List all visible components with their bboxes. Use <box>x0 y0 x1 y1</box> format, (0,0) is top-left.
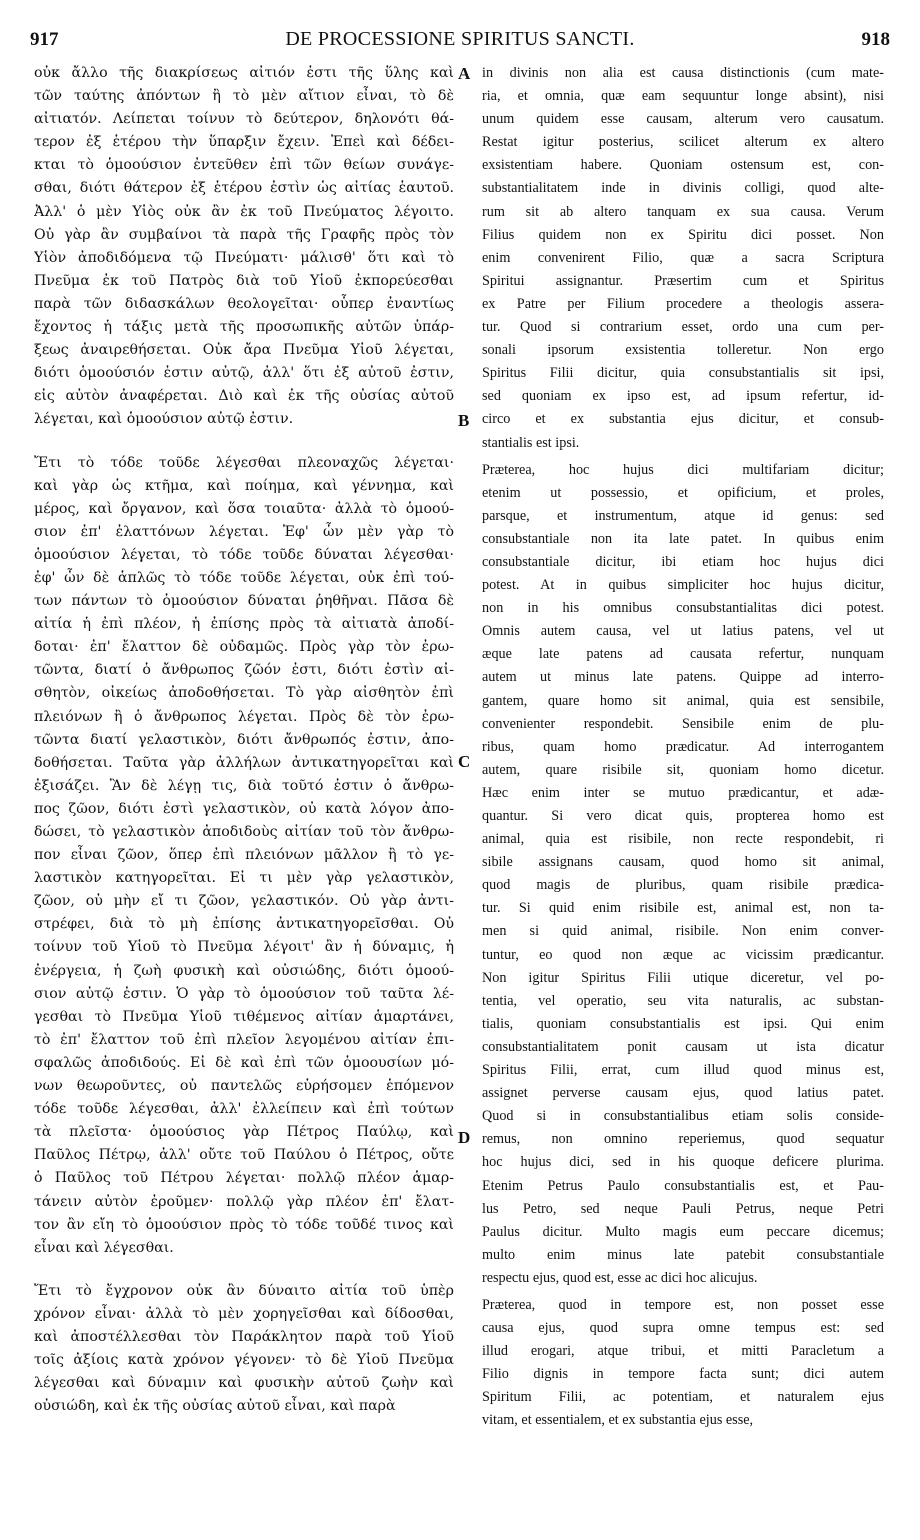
greek-column <box>34 62 454 1418</box>
page-number-left: 917 <box>30 29 59 50</box>
text-line: convenienter respondebit. Sensibile enim de plu- <box>482 715 884 732</box>
text-line: Οὐ γὰρ ἂν συμβαίνοι τὰ παρὰ τῆς Γραφῆς πρὸς τὸν <box>34 226 454 243</box>
text-line: etenim ut possessio, et opificium, et proles, <box>482 484 884 501</box>
text-line: sibile assignans causam, quod homo sit animal, <box>482 854 884 871</box>
text-line: æque late patens ad causata refertur, nunquam <box>482 646 884 663</box>
text-line: sonali ipsorum exsistentia tolleretur. Non ergo <box>482 342 884 359</box>
text-line: τον ἂν εἴη τὸ ὁμοούσιον πρὸς τὸ τόδε τοῦδέ τινος καὶ <box>34 1216 454 1233</box>
text-line: respectu ejus, quod est, esse ac dici hoc alicujus. <box>482 1269 758 1286</box>
text-line: autem, quare risibile sit, quoniam homo dicetur. <box>482 761 884 778</box>
text-line: autem ut minus late patens. Quippe ad interro- <box>482 669 884 686</box>
text-line: κται τὸ ὁμοούσιον ἐντεῦθεν ἐπὶ τῶν θείων συνάγε- <box>34 157 454 174</box>
text-line: ζῶον, οὐ μὴν εἴ τι ζῶον, γελαστικόν. Οὐ γὰρ ἀντι- <box>34 893 454 910</box>
text-line: γεσθαι τὸ Πνεῦμα Υἱοῦ τιθέμενος αἰτίαν ἁμαρτάνει, <box>34 1008 454 1025</box>
text-line: Ἔτι τὸ τόδε τοῦδε λέγεσθαι πλεοναχῶς λέγεται· <box>34 454 454 471</box>
text-line: Quod si in consubstantialibus etiam solis conside- <box>482 1108 884 1125</box>
text-line: τῶντα, διατί ὁ ἄνθρωπος ζῶόν ἐστι, διότι ἐστὶν αἰ- <box>34 662 454 679</box>
text-line: Υἱὸν ἀποδιδόμενα τῷ Πνεύματι· μάλισθ' ὅτι καὶ τὸ <box>34 249 454 266</box>
text-line: multo enim minus late patebit consubstantiale <box>482 1246 884 1263</box>
text-line: μέρος, καὶ ὄργανον, καὶ ὅσα τοιαῦτα· ἀλλὰ τὸ ὁμοού- <box>34 500 454 517</box>
text-line: animal, quia est risibile, non recte respondebit, ri <box>482 831 884 848</box>
paragraph <box>34 62 454 432</box>
text-line: τόδε τοῦδε λέγεσθαι, ἀλλ' ἐλλείπειν καὶ ἐπὶ τούτων <box>34 1101 454 1118</box>
page-number-right: 918 <box>861 29 890 50</box>
text-line: hoc hujus dici, sed in his quoque deficere plurima. <box>482 1154 884 1171</box>
text-line: parsque, et instrumentum, atque id genus: sed <box>482 507 884 524</box>
paragraph-gap <box>34 432 454 452</box>
section-marker-d: D <box>458 1128 471 1147</box>
text-line: δοται· ἐπ' ἔλαττον δὲ οὐδαμῶς. Πρὸς γὰρ τὸν ἐρω- <box>34 639 454 656</box>
text-line: τὸ ἐπ' ἔλαττον τοῦ ἐπὶ πλεῖον λεγομένου αἰτίαν ἐπι- <box>34 1031 454 1048</box>
text-line: εἶναι καὶ λέγεσθαι. <box>34 1239 174 1256</box>
text-line: πον εἶναι ζῶον, ὅπερ ἐπὶ πλειόνων μᾶλλον ἢ τὸ γε- <box>34 847 454 864</box>
text-line: tuntur, eo quod non æque ac vicissim prædicantur. <box>482 946 884 963</box>
text-line: stantialis est ipsi. <box>482 434 580 451</box>
text-line: Præterea, quod in tempore est, non posset esse <box>482 1296 884 1313</box>
text-line: Hæc enim inter se mutuo prædicantur, et adæ- <box>482 784 884 801</box>
text-line: circo et ex substantia ejus dicitur, et consub- <box>482 411 884 428</box>
text-line: λέγεται, καὶ ὁμοούσιον αὐτῷ ἐστιν. <box>34 411 294 428</box>
section-marker-b: B <box>458 411 470 430</box>
section-marker-a: A <box>458 64 471 83</box>
text-line: unum quidem esse causam, alterum vero causatum. <box>482 111 884 128</box>
text-line: σθητὸν, οἰκείως ἀποδοθήσεται. Τὸ γὰρ αἰσθητὸν ἐπὶ <box>34 685 454 702</box>
text-line: καὶ γὰρ ὡς κτῆμα, καὶ ποίημα, καὶ γέννημα, καὶ <box>34 477 454 494</box>
text-line: Spiritus Filii, errat, cum illud quod minus est, <box>482 1062 884 1079</box>
text-line: τοῖς ἀξίοις κατὰ χρόνον γέγονεν· τὸ δὲ Υἱοῦ Πνεῦμα <box>34 1352 454 1369</box>
text-line: tur. Quod si contrarium esset, ordo una cum per- <box>482 319 884 336</box>
text-line: ria, et omnia, quæ eam sequuntur longe absint), nisi <box>482 88 884 105</box>
text-line: in divinis non alia est causa distinctionis (cum mate- <box>482 65 884 81</box>
text-line: Non igitur Spiritus Filii utique diceretur, vel po- <box>482 969 884 986</box>
text-line: οὐσιώδη, καὶ ἐκ τῆς οὐσίας αὐτοῦ εἶναι, καὶ παρὰ <box>34 1398 396 1415</box>
text-line: σιον αὐτῷ ἐστιν. Ὁ γὰρ τὸ ὁμοούσιον τοῦ ταῦτα λέ- <box>34 985 454 1002</box>
text-line: λέγεσθαι καὶ δύναμιν καὶ φυσικὴν αὐτοῦ ζωὴν καὶ <box>34 1375 454 1392</box>
text-line: Restat igitur posterius, scilicet alterum ex altero <box>482 134 884 151</box>
text-line: Filio dignis in tempore facta sunt; dici autem <box>482 1366 884 1383</box>
text-line: Spiritus Filii dicitur, quia consubstantialis sit ipsi, <box>482 365 884 382</box>
text-line: διότι ὁμοούσιόν ἐστιν αὐτῷ, ἀλλ' ὅτι ἐξ αὐτοῦ ἐστιν, <box>34 365 454 382</box>
text-line: men si quid animal, risibile. Non enim conver- <box>482 923 884 940</box>
text-line: ἐξισάζει. Ἂν δὲ λέγῃ τις, διὰ τοῦτό ἐστιν ὁ ἄνθρω- <box>34 777 454 794</box>
text-line: ex Patre per Filium procedere a theologis assera- <box>482 295 884 312</box>
text-line: Πνεῦμα ἐκ τοῦ Πατρὸς διὰ τοῦ Υἱοῦ ἐκπορεύεσθαι <box>34 272 454 289</box>
text-line: non in his omnibus consubstantialitas dici potest. <box>482 600 884 617</box>
text-line: σθαι, διότι θάτερον ἐξ ἑτέρου ἐστὶν ὡς αἰτίας ἑαυτοῦ. <box>34 180 454 197</box>
text-line: enim convenirent Filio, quæ a sacra Scriptura <box>482 249 884 266</box>
text-line: Ἀλλ' ὁ μὲν Υἱὸς οὐκ ἂν ἐκ τοῦ Πνεύματος λέγοιτο. <box>34 203 454 220</box>
text-line: ἐφ' ὧν δὲ ἁπλῶς τὸ τόδε τοῦδε λέγεται, οὐκ ἐπὶ τού- <box>34 569 454 586</box>
text-line: quantur. Si vero dicat quis, propterea homo est <box>482 808 884 824</box>
text-line: δώσει, τὸ γελαστικὸν ἀποδιδοὺς αἰτίαν τοῦ τὸν ἄνθρω- <box>34 824 454 840</box>
text-line: ἐνέργεια, ἡ ζωὴ φυσικὴ καὶ οὐσιώδης, διότι ὁμοού- <box>34 962 454 979</box>
paragraph-gap <box>34 1260 454 1280</box>
paragraph <box>34 1280 454 1419</box>
text-line: vitam, et essentialem, et ex substantia ejus esse, <box>482 1412 754 1429</box>
text-line: καὶ ἀποστέλλεσθαι τὸν Παράκλητον παρὰ τοῦ Υἱοῦ <box>34 1328 454 1345</box>
text-line: ὁ Παῦλος τοῦ Πέτρου λέγεται· πολλῷ πλέον ἁμαρ- <box>34 1170 454 1187</box>
paragraph <box>482 459 884 1290</box>
text-line: πος ζῶον, διότι ἐστὶ γελαστικὸν, οὐ κατὰ λόγον ἀπο- <box>34 800 454 817</box>
text-line: ὁμοούσιον λέγεται, τὸ τόδε τοῦδε δύναται λέγεσθαι· <box>34 546 454 563</box>
text-line: Omnis autem causa, vel ut latius patens, vel ut <box>482 623 884 640</box>
text-line: Filius quidem non ex Spiritu dici posset. Non <box>482 226 884 243</box>
text-line: gantem, quare homo sit animal, quia est sensibile, <box>482 692 884 709</box>
text-line: εἰς αὐτὸν ἀναφέρεται. Διὸ καὶ ἐκ τῆς οὐσίας αὐτοῦ <box>34 388 454 405</box>
text-line: πλειόνων ἢ ὁ ἄνθρωπος λέγεται. Πρὸς δὲ τὸν ἐρω- <box>34 708 454 725</box>
text-line: ἔχοντος ἡ τάξις μετὰ τῆς προσωπικῆς αὐτῶν ὑπάρ- <box>34 319 454 336</box>
text-line: τῶν ταύτης ἀπόντων ἢ τὸ μὲν αἴτιον εἶναι, τὸ δὲ <box>34 88 454 105</box>
text-line: τὰ πλεῖστα· ὁμοούσιος γὰρ Πέτρος Παύλῳ, καὶ <box>34 1124 454 1141</box>
text-line: τάνειν αὐτὸν ἐροῦμεν· πολλῷ γὰρ πλέον ἐπ' ἔλατ- <box>34 1193 454 1210</box>
text-line: consubstantiale dicitur, ibi etiam hoc hujus dici <box>482 553 884 570</box>
text-line: remus, non omnino reperiemus, quod sequatur <box>482 1131 884 1148</box>
text-line: consubstantiale non ita late patet. In quibus enim <box>482 530 884 547</box>
section-marker-c: C <box>458 752 471 771</box>
text-line: Spiritui assignantur. Præsertim cum et Spiritus <box>482 272 884 289</box>
text-line: δοθήσεται. Ταῦτα γὰρ ἀλλήλων ἀντικατηγορεῖται καὶ <box>34 754 454 771</box>
text-line: Παῦλος Πέτρῳ, ἀλλ' οὔτε τοῦ Παύλου ὁ Πέτρος, οὔτε <box>34 1147 454 1164</box>
text-line: tentia, vel operatio, seu vita naturalis, ac substan- <box>482 992 884 1009</box>
text-line: σφαλῶς ἀποδιδούς. Εἰ δὲ καὶ ἐπὶ τῶν ὁμοουσίων μό- <box>34 1054 454 1071</box>
paragraph <box>34 452 454 1260</box>
text-line: lus Petro, sed neque Pauli Petrus, neque Petri <box>482 1200 884 1217</box>
text-line: rum sit ab altero tanquam ex sua causa. Verum <box>482 203 884 220</box>
text-line: παρὰ τῶν διδασκάλων θεολογεῖται· οὗπερ ἐναντίως <box>34 295 454 312</box>
text-line: ribus, quam homo prædicatur. Ad interrogantem <box>482 738 884 755</box>
text-line: illud erogari, atque tribui, et mitti Paracletum a <box>482 1343 884 1360</box>
text-line: τοίνυν τοῦ Υἱοῦ τὸ Πνεῦμα λέγοιτ' ἂν ἡ δύναμις, ἡ <box>34 939 454 956</box>
paragraph <box>482 1294 884 1433</box>
text-line: assignet perverse causam ejus, quod latius patet. <box>482 1085 884 1102</box>
text-line: tur. Si quid enim risibile est, animal est, non ta- <box>482 900 884 917</box>
paragraph <box>482 62 884 455</box>
text-line: Etenim Petrus Paulo consubstantialis est, et Pau- <box>482 1177 884 1194</box>
running-title: DE PROCESSIONE SPIRITUS SANCTI. <box>285 28 635 50</box>
text-line: consubstantialitatem ponit causam ut ista dicatur <box>482 1038 884 1055</box>
text-line: Paulus dicitur. Multo magis eum peccare dicemus; <box>482 1223 884 1240</box>
text-line: sed quoniam ex ipso est, ad ipsum refertur, id- <box>482 388 884 405</box>
text-line: ξεως ἀναιρεθήσεται. Οὐκ ἄρα Πνεῦμα Υἱοῦ λέγεται, <box>34 342 454 359</box>
text-line: exsistentiam habere. Quoniam ostensum est, con- <box>482 157 884 174</box>
text-line: Præterea, hoc hujus dici multifariam dicitur; <box>482 461 884 478</box>
text-line: τῶντα διατί γελαστικὸν, διότι ἄνθρωπός ἐστιν, ἀπο- <box>34 731 454 748</box>
text-line: των πάντων τὸ ὁμοούσιον δύναται ῥηθῆναι. Πᾶσα δὲ <box>34 593 454 610</box>
text-line: Ἔτι τὸ ἔγχρονον οὐκ ἂν δύναιτο αἰτία τοῦ ὑπὲρ <box>34 1282 454 1299</box>
running-header <box>30 28 890 58</box>
text-line: tialis, quoniam consubstantialis est ipsi. Qui enim <box>482 1015 884 1032</box>
text-line: causa ejus, quod supra omne tempus est: sed <box>482 1320 884 1337</box>
text-line: αἰτιατόν. Λείπεται τοίνυν τὸ δεύτερον, δηλονότι θά- <box>34 111 454 128</box>
text-line: χρόνον εἶναι· ἀλλὰ τὸ μὲν χορηγεῖσθαι καὶ δίδοσθαι, <box>34 1305 454 1322</box>
text-line: quod magis de pluribus, quam risibile prædica- <box>482 877 884 894</box>
text-line: τερον ἐξ ἑτέρου τὴν ὕπαρξιν ἔχειν. Ἐπεὶ καὶ δέδει- <box>34 134 454 151</box>
text-line: Spiritum Filii, ac potentiam, et naturalem ejus <box>482 1389 884 1406</box>
text-line: οὐκ ἄλλο τῆς διακρίσεως αἰτιόν ἐστι τῆς ὕλης καὶ <box>34 65 454 81</box>
text-line: αἰτία ἡ ἐπὶ πλέον, ἡ ἐπίσης πρὸς τὰ αἰτιατὰ ἀποδί- <box>34 616 454 633</box>
text-line: σιον ἐπ' ἐλαττόνων λέγεται. Ἐφ' ὧν μὲν γὰρ τὸ <box>34 523 454 540</box>
text-line: λαστικὸν κατηγορεῖται. Εἰ τι μὲν γὰρ γελαστικὸν, <box>34 870 454 887</box>
text-line: substantialitatem inde in divinis colligi, quod alte- <box>482 180 884 197</box>
text-line: potest. At in quibus simpliciter hoc hujus dicitur, <box>482 577 884 594</box>
text-line: νων θεωροῦντες, οὐ παντελῶς εὑρήσομεν ἑπόμενον <box>34 1078 454 1095</box>
text-line: στρέφει, διὰ τὸ μὴ ἐπίσης ἀντικατηγορεῖσθαι. Οὐ <box>34 916 454 933</box>
latin-column <box>482 62 884 1433</box>
